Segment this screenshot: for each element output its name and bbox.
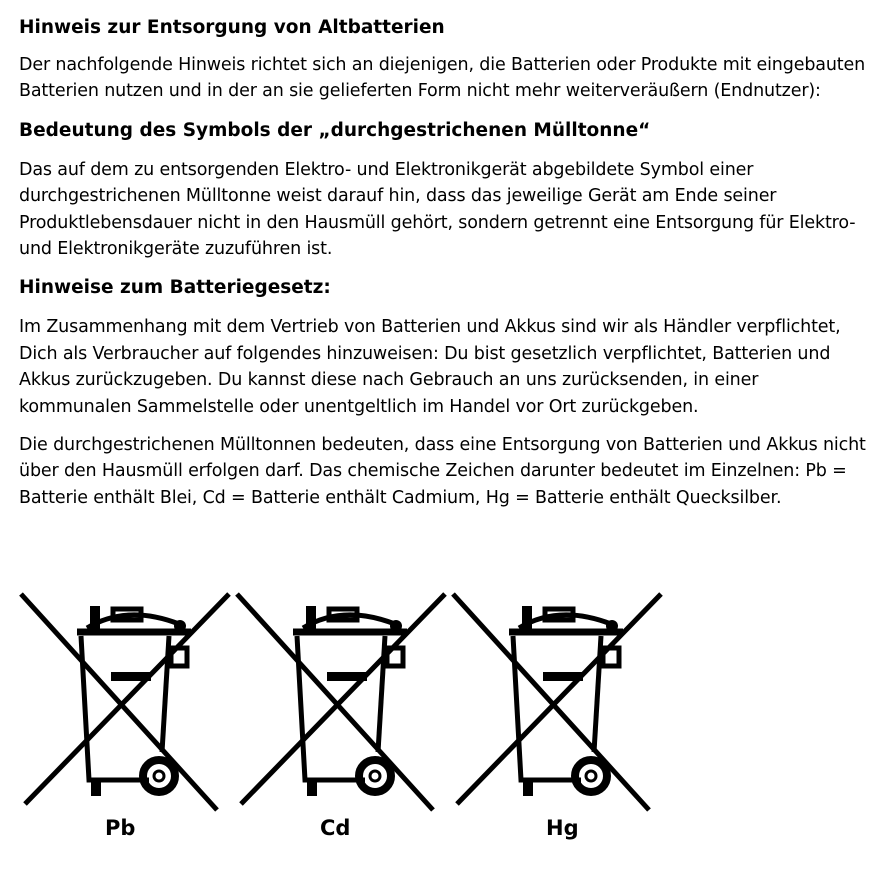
crossed-out-wheelie-bin-icon [235,592,447,814]
section-heading-symbol-meaning: Bedeutung des Symbols der „durchgestrichenen Mülltonne“ [19,119,651,141]
intro-paragraph: Der nachfolgende Hinweis richtet sich an diejenigen, die Batterien oder Produkte mit eingebauten Batterien nutzen und in der an sie gelieferten Form nicht mehr weiterveräußern (Endnutzer): [19,55,866,102]
bin-explanation-paragraph: Die durchgestrichenen Mülltonnen bedeuten, dass eine Entsorgung von Batterien und Akkus nicht über den Hausmüll erfolgen darf. Das chemische Zeichen darunter bedeutet im Einzelnen: Pb = Batterie enthält Blei, Cd = Batterie enthält Cadmium, Hg = Batterie enthält Quecksilber. [19,435,866,508]
document [19,14,869,511]
symbol-label: Cd [320,816,351,840]
symbol-label: Pb [105,816,136,840]
bin-symbol-cd [235,592,447,840]
page-title: Hinweis zur Entsorgung von Altbatterien [19,17,445,38]
section-heading-battery-law: Hinweise zum Batteriegesetz: [19,277,331,299]
bin-symbol-pb [19,592,231,840]
battery-symbols-row [0,592,700,852]
symbol-label: Hg [546,816,579,840]
battery-law-paragraph: Im Zusammenhang mit dem Vertrieb von Batterien und Akkus sind wir als Händler verpflichtet, Dich als Verbraucher auf folgendes hinzuweisen: Du bist gesetzlich verpflichtet, Batterien und Akkus zurückzugeben. Du kannst diese nach Gebrauch an uns zurücksenden, in einer kommunalen Sammelstelle oder unentgeltlich im Handel vor Ort zurückgeben. [19,317,841,417]
bin-symbol-hg [451,592,663,840]
crossed-out-wheelie-bin-icon [451,592,663,814]
symbol-meaning-paragraph: Das auf dem zu entsorgenden Elektro- und Elektronikgerät abgebildete Symbol einer durchgestrichenen Mülltonne weist darauf hin, dass das jeweilige Gerät am Ende seiner Produktlebensdauer nicht in den Hausmüll gehört, sondern getrennt eine Entsorgung für Elektro- und Elektronikgeräte zuzuführen ist. [19,159,856,260]
crossed-out-wheelie-bin-icon [19,592,231,814]
